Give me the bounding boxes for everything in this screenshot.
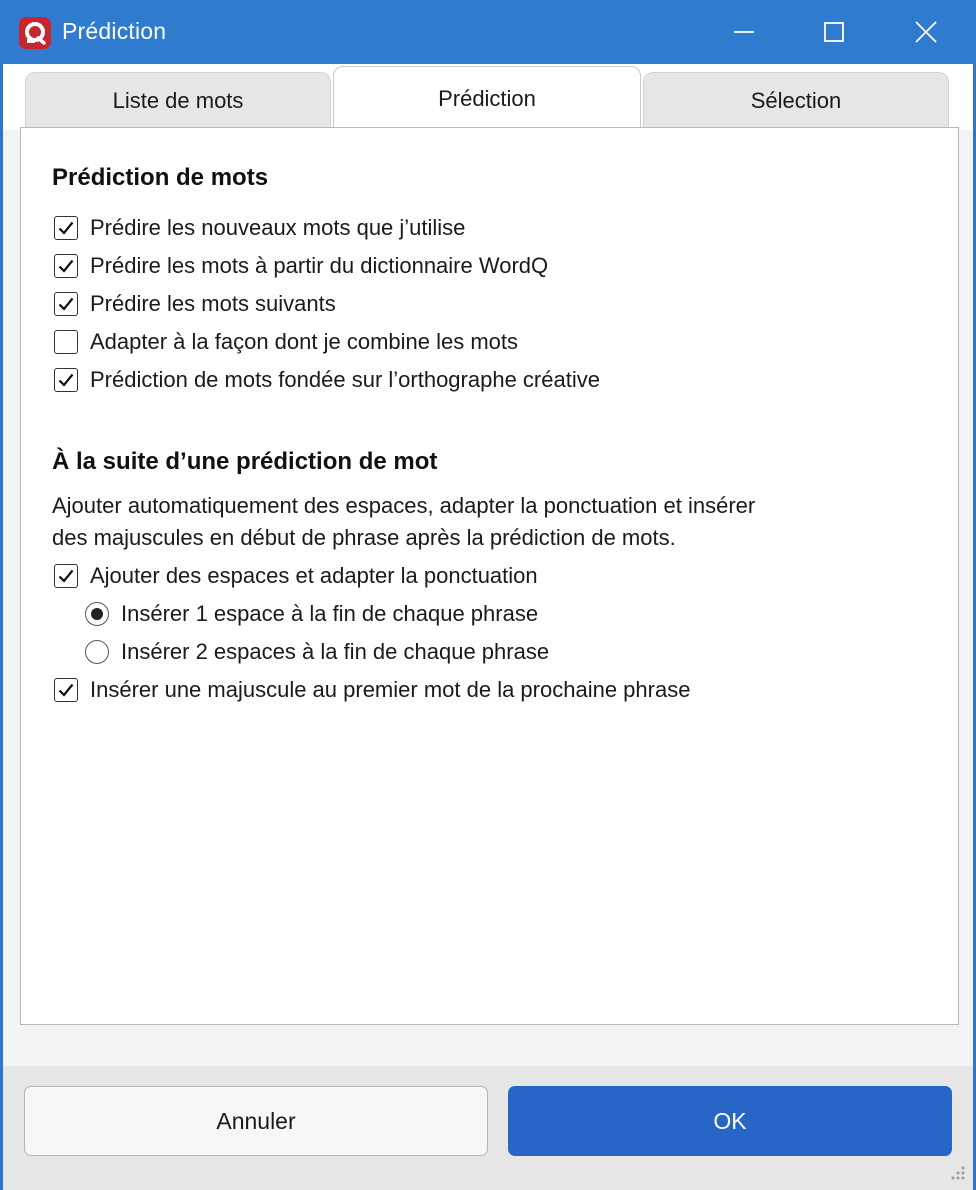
checkmark-icon <box>57 219 75 237</box>
option-label: Prédire les mots suivants <box>90 291 336 316</box>
app-logo-icon <box>19 17 51 49</box>
dialog-footer <box>3 1066 973 1190</box>
option-predict-next-words[interactable] <box>54 289 336 319</box>
radio-label: Insérer 1 espace à la fin de chaque phrase <box>121 601 539 626</box>
option-label: Adapter à la façon dont je combine les mots <box>90 329 519 354</box>
radio-one-space[interactable] <box>85 599 538 629</box>
option-predict-dictionary[interactable] <box>54 251 548 281</box>
maximize-button[interactable] <box>788 0 880 64</box>
minimize-button[interactable] <box>698 0 790 64</box>
description-line: Ajouter automatiquement des espaces, adapter la ponctuation et insérer <box>52 493 756 518</box>
checkbox-checked[interactable] <box>54 368 78 392</box>
option-creative-spelling[interactable] <box>54 365 600 395</box>
word-prediction-heading: Prédiction de mots <box>52 164 269 191</box>
title-bar[interactable] <box>0 0 976 64</box>
checkbox-checked[interactable] <box>54 216 78 240</box>
radio-unselected[interactable] <box>85 640 109 664</box>
option-label: Prédire les nouveaux mots que j’utilise <box>90 215 466 240</box>
checkmark-icon <box>57 295 75 313</box>
option-label: Insérer une majuscule au premier mot de la prochaine phrase <box>90 677 691 702</box>
prediction-panel <box>20 127 959 1025</box>
close-button[interactable] <box>880 0 972 64</box>
option-adapt-combinations[interactable] <box>54 327 518 357</box>
checkbox-checked[interactable] <box>54 678 78 702</box>
resize-grip-icon[interactable] <box>945 1162 967 1184</box>
minimize-icon <box>733 21 755 43</box>
option-capitalize[interactable] <box>54 675 690 705</box>
tab-prediction[interactable]: Prédiction <box>333 66 641 130</box>
checkmark-icon <box>57 257 75 275</box>
option-label: Ajouter des espaces et adapter la ponctuation <box>90 563 538 588</box>
close-icon <box>915 21 937 43</box>
window-title: Prédiction <box>62 18 167 44</box>
tab-word-list[interactable]: Liste de mots <box>25 72 331 128</box>
cancel-button[interactable]: Annuler <box>24 1086 488 1156</box>
tab-bar <box>3 64 973 130</box>
maximize-icon <box>823 21 845 43</box>
checkbox-checked[interactable] <box>54 254 78 278</box>
checkbox-unchecked[interactable] <box>54 330 78 354</box>
checkmark-icon <box>57 681 75 699</box>
checkmark-icon <box>57 567 75 585</box>
checkbox-checked[interactable] <box>54 292 78 316</box>
ok-button[interactable]: OK <box>508 1086 952 1156</box>
option-label: Prédire les mots à partir du dictionnaire WordQ <box>90 253 549 278</box>
checkmark-icon <box>57 371 75 389</box>
radio-two-spaces[interactable] <box>85 637 549 667</box>
radio-dot <box>91 608 103 620</box>
after-prediction-heading: À la suite d’une prédiction de mot <box>52 448 438 475</box>
option-label: Prédiction de mots fondée sur l’orthographe créative <box>90 367 600 392</box>
description-line: des majuscules en début de phrase après la prédiction de mots. <box>52 525 676 550</box>
option-add-spaces[interactable] <box>54 561 538 591</box>
tab-selection[interactable]: Sélection <box>643 72 949 128</box>
radio-selected[interactable] <box>85 602 109 626</box>
radio-label: Insérer 2 espaces à la fin de chaque phrase <box>121 639 550 664</box>
after-prediction-description <box>52 490 872 554</box>
option-predict-new-words[interactable] <box>54 213 465 243</box>
checkbox-checked[interactable] <box>54 564 78 588</box>
